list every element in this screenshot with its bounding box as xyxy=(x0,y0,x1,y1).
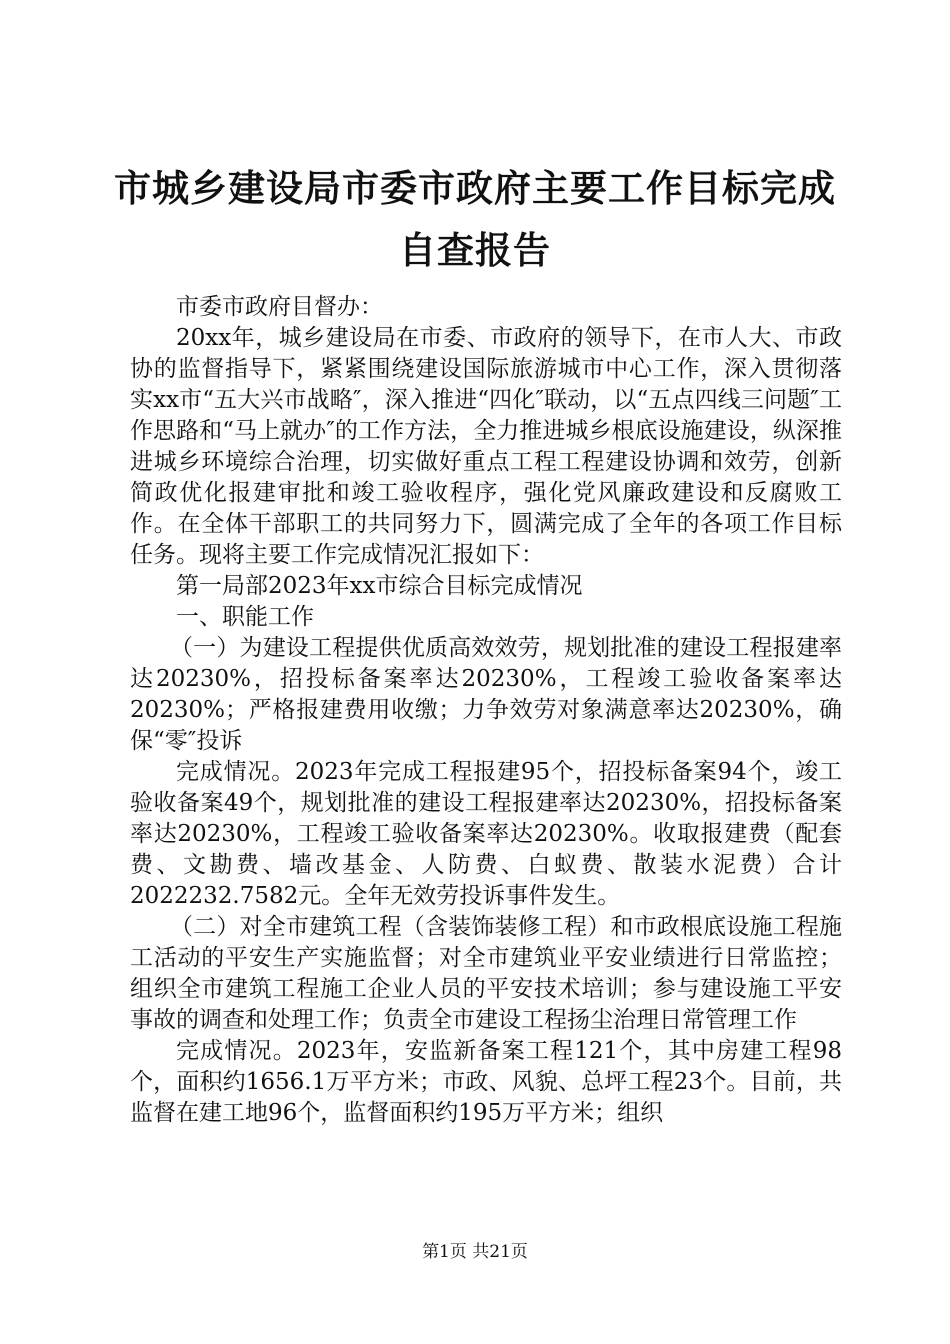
paragraph-item-2: （二）对全市建筑工程（含装饰装修工程）和市政根底设施工程施工活动的平安生产实施监督；对全市建筑业平安业绩进行日常监控；组织全市建筑工程施工企业人员的平安技术培训；参与建设施工平安事故的调查和处理工作；负责全市建设工程扬尘治理日常管理工作 xyxy=(130,914,842,1033)
paragraph-item-1: （一）为建设工程提供优质高效效劳，规划批准的建设工程报建率达20230%，招投标备案率达20230%，工程竣工验收备案率达20230%；严格报建费用收缴；力争效劳对象满意率达20230%，确保“零″投诉 xyxy=(130,635,842,754)
paragraph-completion-1: 完成情况。2023年完成工程报建95个，招投标备案94个，竣工验收备案49个，规划批准的建设工程报建率达20230%，招投标备案率达20230%，工程竣工验收备案率达20230%。收取报建费（配套费、文勘费、墙改基金、人防费、白蚁费、散装水泥费）合计2022232.7582元。全年无效劳投诉事件发生。 xyxy=(130,759,842,909)
document-title: 市城乡建设局市委市政府主要工作目标完成自查报告 xyxy=(114,167,836,272)
salutation: 市委市政府目督办： xyxy=(176,294,383,320)
section-heading: 第一局部2023年xx市综合目标完成情况 xyxy=(176,573,583,599)
subsection-heading: 一、职能工作 xyxy=(176,604,314,630)
document-body xyxy=(130,292,842,1129)
paragraph-intro: 20xx年，城乡建设局在市委、市政府的领导下，在市人大、市政协的监督指导下，紧紧围绕建设国际旅游城市中心工作，深入贯彻落实xx市“五大兴市战略″，深入推进“四化″联动，以“五点四线三问题″工作思路和“马上就办″的工作方法，全力推进城乡根底设施建设，纵深推进城乡环境综合治理，切实做好重点工程工程建设协调和效劳，创新简政优化报建审批和竣工验收程序，强化党风廉政建设和反腐败工作。在全体干部职工的共同努力下，圆满完成了全年的各项工作目标任务。现将主要工作完成情况汇报如下： xyxy=(130,325,842,568)
paragraph-completion-2: 完成情况。2023年，安监新备案工程121个，其中房建工程98个，面积约1656.1万平方米；市政、风貌、总坪工程23个。目前，共监督在建工地96个，监督面积约195万平方米；组织 xyxy=(130,1038,842,1126)
page-footer: 第1页 共21页 xyxy=(422,1242,528,1262)
